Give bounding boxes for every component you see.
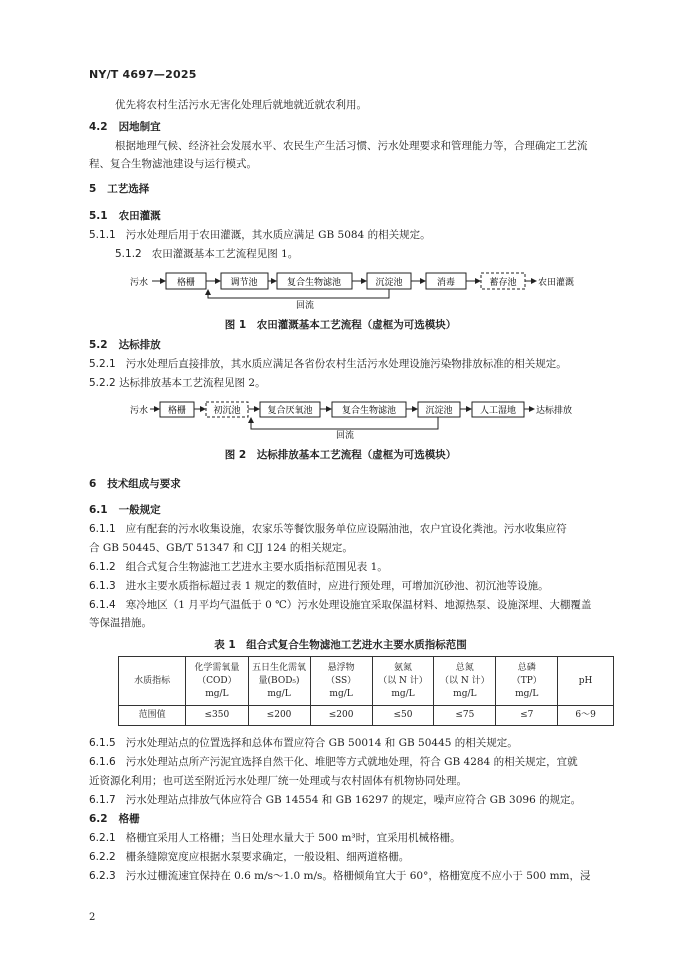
flow-box-label: 消毒 <box>436 278 456 288</box>
flow-box-label: 格栅 <box>176 278 196 288</box>
clause-text: 寒冷地区（1 月平均气温低于 0 ℃）污水处理设施宜采取保温材料、地源热泵、设施深埋、大棚覆盖 <box>125 599 592 611</box>
table-col-head: 氨氮 （以 N 计） mg/L <box>372 657 434 706</box>
clause-number: 6.1.6 <box>89 756 116 768</box>
figure-2-caption: 图 2 达标排放基本工艺流程（虚框为可选模块） <box>224 449 457 461</box>
table-cell: ≤200 <box>310 706 372 726</box>
table-col-head: 总氮 （以 N 计） mg/L <box>434 657 496 706</box>
section-number: 4.2 <box>89 121 108 133</box>
clause-number: 6.2.1 <box>89 832 116 844</box>
clause-text: 污水处理站点排放气体应符合 GB 14554 和 GB 16297 的规定，噪声应符合 GB 3096 的规定。 <box>125 794 582 806</box>
flow-box-label: 复合生物滤池 <box>286 278 342 288</box>
section-5-heading <box>89 182 149 196</box>
clause-number: 5.1.1 <box>89 229 116 241</box>
section-number: 5.2 <box>89 339 108 351</box>
figure-2-flowchart <box>0 396 681 441</box>
clause-text: 组合式复合生物滤池工艺进水主要水质指标范围见表 1。 <box>125 561 388 573</box>
clause-text: 农田灌溉基本工艺流程见图 1。 <box>151 248 299 260</box>
section-number: 6.2 <box>89 813 108 825</box>
table-col-head: 总磷 （TP） mg/L <box>496 657 558 706</box>
table-cell: ≤200 <box>248 706 310 726</box>
clause-6-1-5 <box>89 736 518 750</box>
section-number: 6 <box>89 478 97 490</box>
page-number: 2 <box>89 912 96 923</box>
section-6-2-heading <box>89 812 140 826</box>
section-number: 5 <box>89 183 97 195</box>
return-flow-label: 回流 <box>335 431 355 441</box>
clause-number: 6.1.1 <box>89 523 116 535</box>
clause-5-1-1 <box>89 228 431 242</box>
figure-1-flowchart <box>0 266 681 311</box>
section-6-heading <box>89 477 181 491</box>
flow-start-label: 污水 <box>130 406 149 416</box>
clause-text: 格栅宜采用人工格栅；当日处理水量大于 500 m³时，宜采用机械格栅。 <box>125 832 461 844</box>
table-cell: ≤75 <box>434 706 496 726</box>
section-number: 5.1 <box>89 210 108 222</box>
paragraph-line: 根据地理气候、经济社会发展水平、农民生产生活习惯、污水处理要求和管理能力等，合理确定工艺流 <box>115 140 588 152</box>
clause-6-1-2 <box>89 560 388 574</box>
clause-number: 6.1.2 <box>89 561 116 573</box>
clause-number: 6.1.5 <box>89 737 116 749</box>
clause-number: 5.2.1 <box>89 358 116 370</box>
figure-1-caption: 图 1 农田灌溉基本工艺流程（虚框为可选模块） <box>224 319 457 331</box>
section-4-2-heading <box>89 120 161 134</box>
table-cell: ≤7 <box>496 706 558 726</box>
table-col-head: 化学需氧量 （COD） mg/L <box>186 657 248 706</box>
section-title: 一般规定 <box>118 504 161 516</box>
clause-text: 污水处理后用于农田灌溉，其水质应满足 GB 5084 的相关规定。 <box>125 229 431 241</box>
section-title: 技术组成与要求 <box>107 478 181 490</box>
flow-box-label: 格栅 <box>167 406 187 416</box>
table-col-head: 五日生化需氧 量(BOD₅) mg/L <box>248 657 310 706</box>
section-6-1-heading <box>89 503 161 517</box>
paragraph-line: 合 GB 50445、GB/T 51347 和 CJJ 124 的相关规定。 <box>89 542 353 554</box>
clause-number: 5.1.2 <box>115 248 142 260</box>
paragraph-line: 近资源化利用；也可送至附近污水处理厂统一处理或与农村固体有机物协同处理。 <box>89 775 467 787</box>
table-header-row <box>119 657 614 706</box>
flow-box-label: 沉淀池 <box>425 406 453 416</box>
clause-number: 6.2.3 <box>89 870 116 882</box>
table-1-caption: 表 1 组合式复合生物滤池工艺进水主要水质指标范围 <box>214 639 467 651</box>
clause-text: 应有配套的污水收集设施，农家乐等餐饮服务单位应设隔油池，农户宜设化粪池。污水收集应符 <box>125 523 567 535</box>
section-title: 格栅 <box>118 813 140 825</box>
clause-6-1-6 <box>89 755 578 769</box>
flow-box-label-optional: 蓄存池 <box>489 278 517 288</box>
clause-6-2-2 <box>89 850 409 864</box>
clause-6-2-3 <box>89 869 591 883</box>
flow-start-label: 污水 <box>130 278 149 288</box>
clause-5-2-1 <box>89 357 567 371</box>
return-flow-label: 回流 <box>295 301 315 311</box>
table-row <box>119 706 614 726</box>
table-col-head: pH <box>558 657 614 706</box>
table-cell: ≤350 <box>186 706 248 726</box>
flow-box-label: 复合厌氧池 <box>267 406 313 416</box>
table-col-head: 悬浮物 （SS） mg/L <box>310 657 372 706</box>
section-title: 工艺选择 <box>107 183 150 195</box>
clause-text: 污水过栅流速宜保持在 0.6 m/s～1.0 m/s。格栅倾角宜大于 60°，格栅宽度不应小于 500 mm，浸 <box>125 870 591 882</box>
flow-box-label-optional: 初沉池 <box>213 406 241 416</box>
clause-6-1-3 <box>89 579 549 593</box>
clause-text: 污水处理后直接排放，其水质应满足各省份农村生活污水处理设施污染物排放标准的相关规定。 <box>125 358 567 370</box>
clause-number: 5.2.2 <box>89 377 116 389</box>
flow-box-label: 沉淀池 <box>375 278 403 288</box>
clause-text: 达标排放基本工艺流程见图 2。 <box>119 377 266 389</box>
table-cell: 6～9 <box>558 706 614 726</box>
clause-5-1-2 <box>115 247 298 261</box>
clause-text: 污水处理站点的位置选择和总体布置应符合 GB 50014 和 GB 50445 的相关规定。 <box>125 737 518 749</box>
section-title: 农田灌溉 <box>118 210 161 222</box>
clause-number: 6.2.2 <box>89 851 116 863</box>
standard-code-header: NY/T 4697—2025 <box>89 68 197 81</box>
clause-number: 6.1.7 <box>89 794 116 806</box>
clause-6-1-4 <box>89 598 591 612</box>
flow-box-label: 复合生物滤池 <box>341 406 397 416</box>
clause-number: 6.1.3 <box>89 580 116 592</box>
paragraph-line: 等保温措施。 <box>89 617 152 629</box>
table-row-label: 范围值 <box>119 706 186 726</box>
clause-text: 进水主要水质指标超过表 1 规定的数值时，应进行预处理，可增加沉砂池、初沉池等设施。 <box>125 580 549 592</box>
clause-number: 6.1.4 <box>89 599 116 611</box>
flow-end-label: 达标排放 <box>536 406 573 416</box>
clause-6-2-1 <box>89 831 461 845</box>
flow-end-label: 农田灌溉 <box>538 278 575 288</box>
clause-text: 栅条缝隙宽度应根据水泵要求确定，一般设粗、细两道格栅。 <box>125 851 410 863</box>
flow-box-label: 调节池 <box>230 278 258 288</box>
clause-text: 污水处理站点所产污泥宜选择自然干化、堆肥等方式就地处理，符合 GB 4284 的相关规定，宜就 <box>125 756 578 768</box>
flow-box-label: 人工湿地 <box>479 406 517 416</box>
intro-paragraph: 优先将农村生活污水无害化处理后就地就近就农利用。 <box>115 99 367 111</box>
water-quality-table <box>118 656 614 726</box>
section-title: 因地制宜 <box>118 121 161 133</box>
section-title: 达标排放 <box>118 339 161 351</box>
clause-6-1-7 <box>89 793 581 807</box>
clause-5-2-2 <box>89 376 266 390</box>
section-5-2-heading <box>89 338 161 352</box>
clause-6-1-1 <box>89 522 567 536</box>
table-cell: ≤50 <box>372 706 434 726</box>
paragraph-line: 程、复合生物滤池建设与运行模式。 <box>89 158 257 170</box>
section-5-1-heading <box>89 209 161 223</box>
section-number: 6.1 <box>89 504 108 516</box>
table-row-head: 水质指标 <box>119 657 186 706</box>
